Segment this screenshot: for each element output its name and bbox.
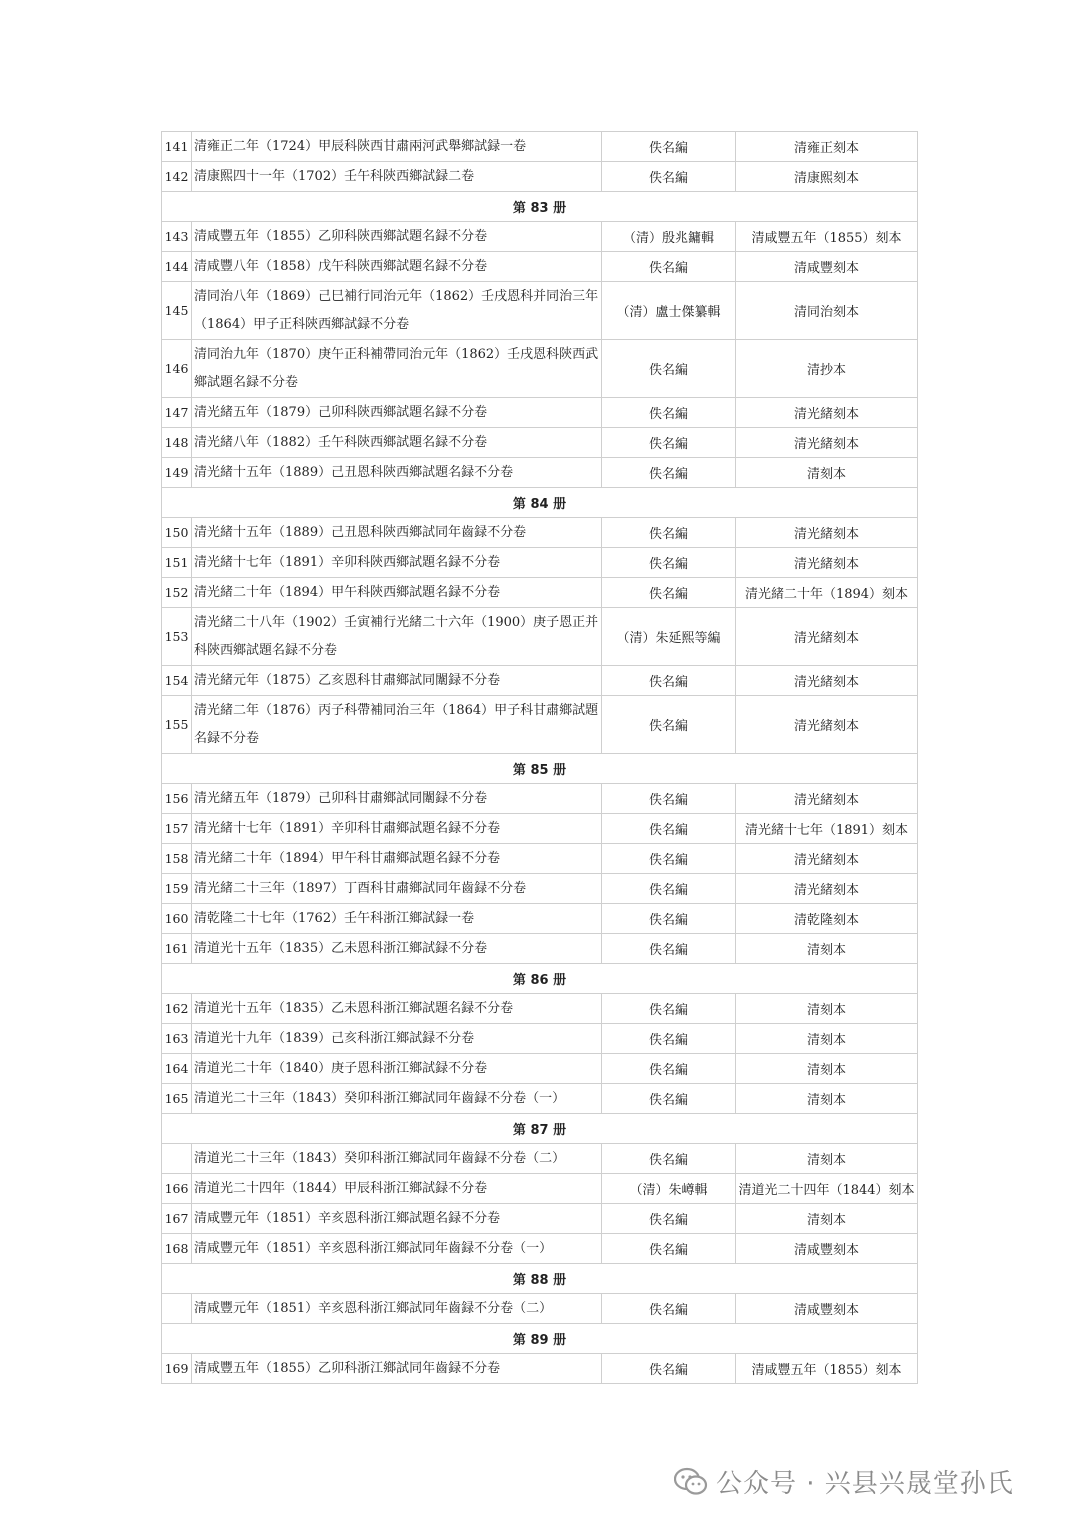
- entry-edition: 清乾隆刻本: [736, 904, 918, 934]
- entry-author: 佚名編: [602, 1024, 736, 1054]
- volume-label: 第 84 册: [162, 488, 918, 518]
- entry-number: 145: [162, 282, 192, 340]
- entry-author: （清）盧士傑纂輯: [602, 282, 736, 340]
- volume-section-row: [162, 488, 918, 518]
- entry-author: 佚名編: [602, 340, 736, 398]
- volume-section-row: [162, 1264, 918, 1294]
- catalog-entry-row: [162, 994, 918, 1024]
- entry-title: 清光緒二十八年（1902）壬寅補行光緒二十六年（1900）庚子恩正并科陝西鄉試題名録不分卷: [192, 608, 602, 666]
- catalog-entry-row: [162, 1084, 918, 1114]
- catalog-entry-row: [162, 1174, 918, 1204]
- entry-title: 清道光二十年（1840）庚子恩科浙江鄉試録不分卷: [192, 1054, 602, 1084]
- entry-title: 清道光二十四年（1844）甲辰科浙江鄉試録不分卷: [192, 1174, 602, 1204]
- entry-title: 清道光十五年（1835）乙未恩科浙江鄉試録不分卷: [192, 934, 602, 964]
- entry-author: 佚名編: [602, 578, 736, 608]
- entry-edition: 清刻本: [736, 994, 918, 1024]
- volume-label: 第 83 册: [162, 192, 918, 222]
- volume-label: 第 85 册: [162, 754, 918, 784]
- entry-title: 清光緒二十年（1894）甲午科陝西鄉試題名録不分卷: [192, 578, 602, 608]
- entry-number: 161: [162, 934, 192, 964]
- entry-author: 佚名編: [602, 398, 736, 428]
- entry-edition: 清光緒刻本: [736, 844, 918, 874]
- entry-number: 167: [162, 1204, 192, 1234]
- catalog-entry-row: [162, 578, 918, 608]
- entry-edition: 清雍正刻本: [736, 132, 918, 162]
- entry-author: 佚名編: [602, 696, 736, 754]
- entry-author: （清）朱嶟輯: [602, 1174, 736, 1204]
- entry-edition: 清光緒刻本: [736, 428, 918, 458]
- entry-author: 佚名編: [602, 1144, 736, 1174]
- entry-author: （清）殷兆鏞輯: [602, 222, 736, 252]
- catalog-entry-row: [162, 252, 918, 282]
- entry-title: 清光緒十五年（1889）己丑恩科陝西鄉試同年齒録不分卷: [192, 518, 602, 548]
- entry-edition: 清光緒刻本: [736, 518, 918, 548]
- catalog-entry-row: [162, 132, 918, 162]
- entry-author: 佚名編: [602, 934, 736, 964]
- entry-edition: 清光緒刻本: [736, 398, 918, 428]
- entry-author: 佚名編: [602, 1204, 736, 1234]
- entry-number: 149: [162, 458, 192, 488]
- entry-number: 141: [162, 132, 192, 162]
- entry-author: 佚名編: [602, 784, 736, 814]
- catalog-entry-row: [162, 548, 918, 578]
- entry-edition: 清光緒刻本: [736, 696, 918, 754]
- entry-edition: 清光緒刻本: [736, 784, 918, 814]
- watermark: [674, 1463, 1014, 1500]
- entry-author: 佚名編: [602, 518, 736, 548]
- catalog-entry-row: [162, 428, 918, 458]
- wechat-official-account-icon: [674, 1467, 708, 1497]
- entry-number: 154: [162, 666, 192, 696]
- entry-number: 152: [162, 578, 192, 608]
- entry-edition: 清光緒刻本: [736, 666, 918, 696]
- entry-author: 佚名編: [602, 548, 736, 578]
- entry-number: 159: [162, 874, 192, 904]
- entry-title: 清咸豐五年（1855）乙卯科陝西鄉試題名録不分卷: [192, 222, 602, 252]
- entry-edition: 清咸豐五年（1855）刻本: [736, 222, 918, 252]
- entry-title: 清光緒二十三年（1897）丁酉科甘肅鄉試同年齒録不分卷: [192, 874, 602, 904]
- volume-label: 第 88 册: [162, 1264, 918, 1294]
- catalog-entry-row: [162, 1144, 918, 1174]
- volume-section-row: [162, 192, 918, 222]
- catalog-entry-row: [162, 666, 918, 696]
- catalog-entry-row: [162, 1354, 918, 1384]
- entry-number: 143: [162, 222, 192, 252]
- entry-edition: 清刻本: [736, 458, 918, 488]
- entry-title: 清光緒十七年（1891）辛卯科甘肅鄉試題名録不分卷: [192, 814, 602, 844]
- volume-section-row: [162, 964, 918, 994]
- entry-title: 清光緒十七年（1891）辛卯科陝西鄉試題名録不分卷: [192, 548, 602, 578]
- entry-edition: 清刻本: [736, 934, 918, 964]
- entry-number: 157: [162, 814, 192, 844]
- catalog-entry-row: [162, 1204, 918, 1234]
- catalog-entry-row: [162, 904, 918, 934]
- entry-title: 清光緒八年（1882）壬午科陝西鄉試題名録不分卷: [192, 428, 602, 458]
- entry-title: 清雍正二年（1724）甲辰科陝西甘肅兩河武舉鄉試録一卷: [192, 132, 602, 162]
- catalog-entry-row: [162, 1054, 918, 1084]
- volume-section-row: [162, 1114, 918, 1144]
- catalog-entry-row: [162, 844, 918, 874]
- entry-edition: 清抄本: [736, 340, 918, 398]
- entry-number: 151: [162, 548, 192, 578]
- entry-title: 清乾隆二十七年（1762）壬午科浙江鄉試録一卷: [192, 904, 602, 934]
- catalog-body: [162, 132, 918, 1384]
- entry-number: 155: [162, 696, 192, 754]
- catalog-entry-row: [162, 814, 918, 844]
- entry-author: 佚名編: [602, 1294, 736, 1324]
- entry-edition: 清刻本: [736, 1144, 918, 1174]
- entry-edition: 清刻本: [736, 1204, 918, 1234]
- entry-title: 清光緒元年（1875）乙亥恩科甘肅鄉試同闈録不分卷: [192, 666, 602, 696]
- entry-title: 清咸豐八年（1858）戊午科陝西鄉試題名録不分卷: [192, 252, 602, 282]
- catalog-entry-row: [162, 1024, 918, 1054]
- entry-author: 佚名編: [602, 132, 736, 162]
- entry-edition: 清刻本: [736, 1024, 918, 1054]
- entry-number: 166: [162, 1174, 192, 1204]
- catalog-entry-row: [162, 162, 918, 192]
- entry-title: 清咸豐五年（1855）乙卯科浙江鄉試同年齒録不分卷: [192, 1354, 602, 1384]
- entry-number: 164: [162, 1054, 192, 1084]
- entry-author: 佚名編: [602, 1054, 736, 1084]
- entry-edition: 清咸豐刻本: [736, 1294, 918, 1324]
- entry-title: 清道光二十三年（1843）癸卯科浙江鄉試同年齒録不分卷（二）: [192, 1144, 602, 1174]
- entry-edition: 清光緒刻本: [736, 548, 918, 578]
- entry-author: 佚名編: [602, 428, 736, 458]
- entry-edition: 清咸豐五年（1855）刻本: [736, 1354, 918, 1384]
- entry-title: 清同治九年（1870）庚午正科補帶同治元年（1862）壬戌恩科陝西武鄉試題名録不分卷: [192, 340, 602, 398]
- entry-edition: 清咸豐刻本: [736, 1234, 918, 1264]
- catalog-table: [161, 131, 918, 1384]
- volume-section-row: [162, 754, 918, 784]
- entry-title: 清光緒二年（1876）丙子科帶補同治三年（1864）甲子科甘肅鄉試題名録不分卷: [192, 696, 602, 754]
- volume-section-row: [162, 1324, 918, 1354]
- catalog-entry-row: [162, 1234, 918, 1264]
- catalog-entry-row: [162, 340, 918, 398]
- entry-author: 佚名編: [602, 874, 736, 904]
- entry-number: 163: [162, 1024, 192, 1054]
- entry-number: 168: [162, 1234, 192, 1264]
- entry-author: 佚名編: [602, 814, 736, 844]
- entry-title: 清光緒五年（1879）己卯科甘肅鄉試同闈録不分卷: [192, 784, 602, 814]
- entry-author: （清）朱延熙等編: [602, 608, 736, 666]
- entry-number: 147: [162, 398, 192, 428]
- entry-number: 144: [162, 252, 192, 282]
- entry-author: 佚名編: [602, 666, 736, 696]
- entry-title: 清道光二十三年（1843）癸卯科浙江鄉試同年齒録不分卷（一）: [192, 1084, 602, 1114]
- entry-number: 150: [162, 518, 192, 548]
- catalog-entry-row: [162, 222, 918, 252]
- entry-edition: 清光緒刻本: [736, 874, 918, 904]
- entry-edition: 清道光二十四年（1844）刻本: [736, 1174, 918, 1204]
- entry-edition: 清光緒刻本: [736, 608, 918, 666]
- entry-title: 清光緒五年（1879）己卯科陝西鄉試題名録不分卷: [192, 398, 602, 428]
- entry-edition: 清咸豐刻本: [736, 252, 918, 282]
- entry-title: 清咸豐元年（1851）辛亥恩科浙江鄉試同年齒録不分卷（一）: [192, 1234, 602, 1264]
- entry-edition: 清同治刻本: [736, 282, 918, 340]
- catalog-entry-row: [162, 874, 918, 904]
- volume-label: 第 86 册: [162, 964, 918, 994]
- entry-author: 佚名編: [602, 252, 736, 282]
- entry-edition: 清康熙刻本: [736, 162, 918, 192]
- catalog-entry-row: [162, 934, 918, 964]
- entry-title: 清咸豐元年（1851）辛亥恩科浙江鄉試題名録不分卷: [192, 1204, 602, 1234]
- entry-number: [162, 1144, 192, 1174]
- entry-author: 佚名編: [602, 162, 736, 192]
- entry-number: 146: [162, 340, 192, 398]
- entry-number: 162: [162, 994, 192, 1024]
- entry-title: 清光緒十五年（1889）己丑恩科陝西鄉試題名録不分卷: [192, 458, 602, 488]
- catalog-entry-row: [162, 1294, 918, 1324]
- entry-title: 清光緒二十年（1894）甲午科甘肅鄉試題名録不分卷: [192, 844, 602, 874]
- volume-label: 第 87 册: [162, 1114, 918, 1144]
- entry-title: 清道光十五年（1835）乙未恩科浙江鄉試題名録不分卷: [192, 994, 602, 1024]
- entry-author: 佚名編: [602, 904, 736, 934]
- entry-number: 165: [162, 1084, 192, 1114]
- entry-edition: 清光緒二十年（1894）刻本: [736, 578, 918, 608]
- entry-number: 142: [162, 162, 192, 192]
- entry-author: 佚名編: [602, 1084, 736, 1114]
- catalog-entry-row: [162, 458, 918, 488]
- catalog-entry-row: [162, 518, 918, 548]
- entry-author: 佚名編: [602, 844, 736, 874]
- catalog-entry-row: [162, 784, 918, 814]
- catalog-entry-row: [162, 696, 918, 754]
- entry-edition: 清光緒十七年（1891）刻本: [736, 814, 918, 844]
- entry-number: 160: [162, 904, 192, 934]
- entry-edition: 清刻本: [736, 1084, 918, 1114]
- entry-title: 清康熙四十一年（1702）壬午科陝西鄉試録二卷: [192, 162, 602, 192]
- entry-number: 158: [162, 844, 192, 874]
- catalog-entry-row: [162, 398, 918, 428]
- entry-title: 清咸豐元年（1851）辛亥恩科浙江鄉試同年齒録不分卷（二）: [192, 1294, 602, 1324]
- entry-author: 佚名編: [602, 1354, 736, 1384]
- entry-author: 佚名編: [602, 458, 736, 488]
- catalog-entry-row: [162, 608, 918, 666]
- watermark-text: 公众号 · 兴县兴晟堂孙氏: [716, 1469, 1014, 1499]
- volume-label: 第 89 册: [162, 1324, 918, 1354]
- catalog-entry-row: [162, 282, 918, 340]
- entry-number: 169: [162, 1354, 192, 1384]
- entry-author: 佚名編: [602, 994, 736, 1024]
- entry-number: 156: [162, 784, 192, 814]
- entry-number: 153: [162, 608, 192, 666]
- entry-title: 清道光十九年（1839）己亥科浙江鄉試録不分卷: [192, 1024, 602, 1054]
- entry-edition: 清刻本: [736, 1054, 918, 1084]
- entry-number: 148: [162, 428, 192, 458]
- entry-title: 清同治八年（1869）己巳補行同治元年（1862）壬戌恩科并同治三年（1864）甲子正科陝西鄉試録不分卷: [192, 282, 602, 340]
- entry-number: [162, 1294, 192, 1324]
- entry-author: 佚名編: [602, 1234, 736, 1264]
